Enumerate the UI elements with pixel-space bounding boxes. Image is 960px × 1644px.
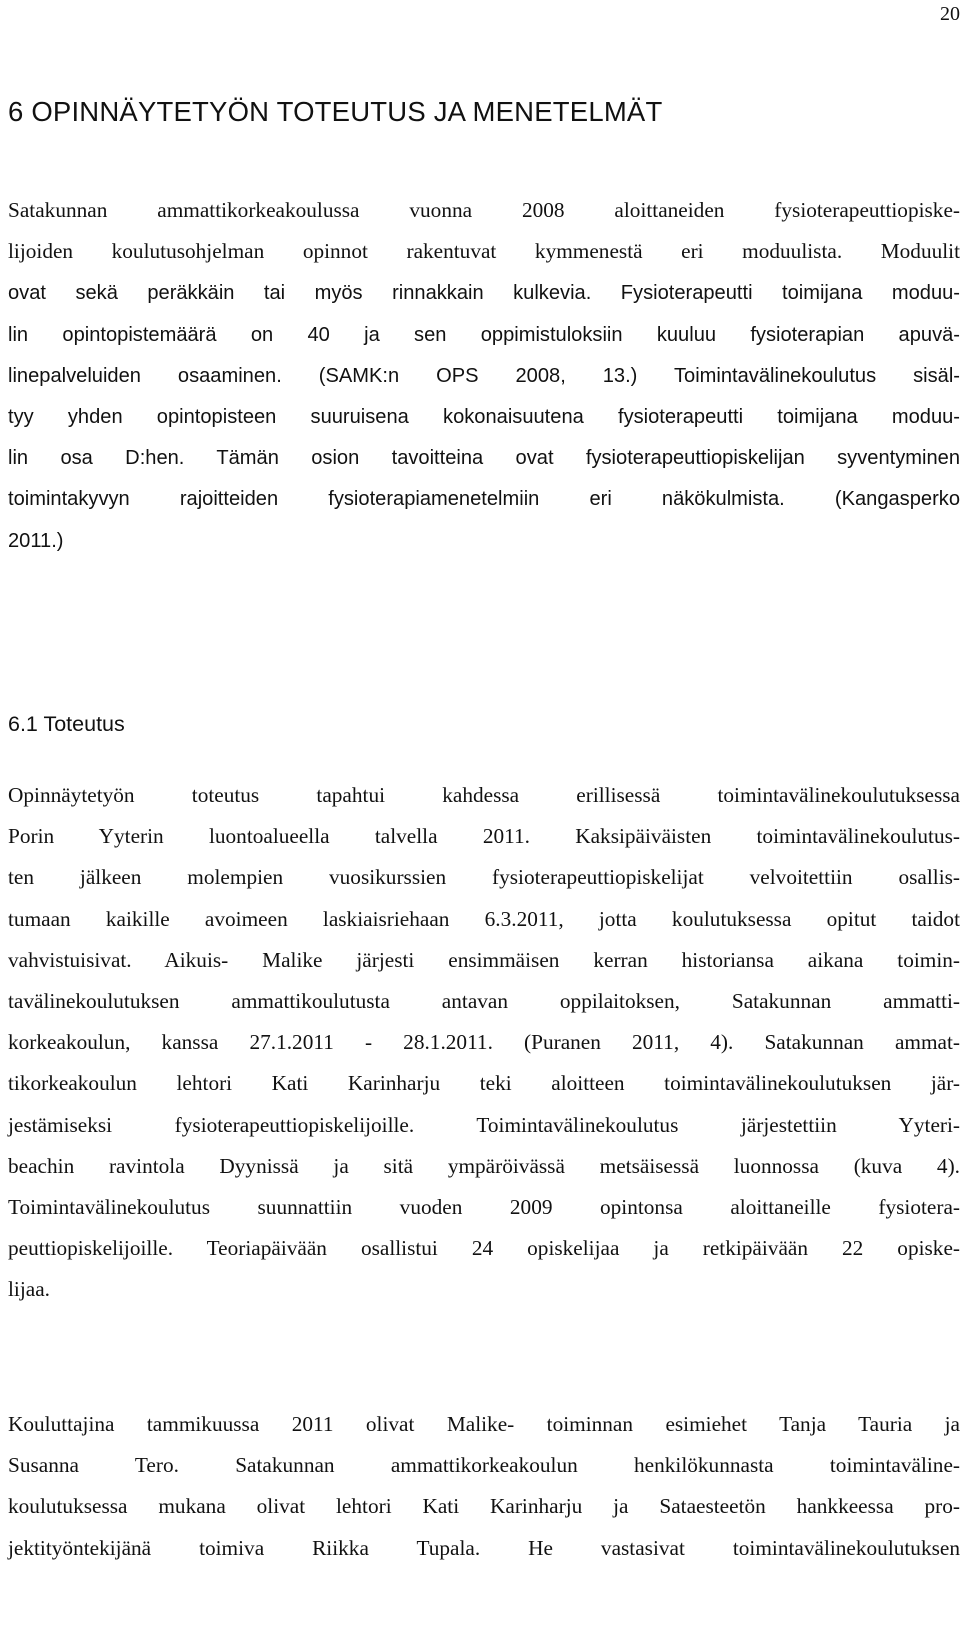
text-line — [8, 1486, 960, 1527]
section-heading: 6.1 Toteutus — [8, 712, 125, 736]
text-line — [8, 437, 960, 478]
text-segment: beachin ravintola Dyynissä ja sitä ympäröivässä metsäisessä luonnossa (kuva 4). — [8, 1153, 960, 1178]
text-line — [8, 272, 960, 313]
text-segment: peuttiopiskelijoille. Teoriapäivään osallistui 24 opiskelijaa ja retkipäivään 22 opiske- — [8, 1236, 960, 1261]
text-segment: lijaa. — [8, 1277, 50, 1302]
paragraph-trainers — [8, 1404, 960, 1569]
text-line — [8, 1445, 960, 1486]
text-line — [8, 1022, 960, 1063]
text-line — [8, 1146, 960, 1187]
text-line — [8, 1187, 960, 1228]
text-line — [8, 775, 960, 816]
text-segment: linepalveluiden osaaminen. (SAMK:n OPS 2008, 13.) Toimintavälinekoulutus sisäl- — [8, 364, 960, 387]
text-line — [8, 899, 960, 940]
text-segment: tumaan kaikille avoimeen laskiaisriehaan 6.3.2011, jotta koulutuksessa opitut taidot — [8, 906, 960, 931]
text-line — [8, 1269, 960, 1310]
text-line — [8, 190, 960, 231]
text-segment: Satakunnan ammattikorkeakoulussa vuonna 2008 aloittaneiden fysioterapeuttiopiske- — [8, 198, 960, 222]
text-line — [8, 940, 960, 981]
text-segment: koulutuksessa mukana olivat lehtori Kati Karinharju ja Sataesteetön hankkeessa pro- — [8, 1494, 960, 1519]
text-segment: ten jälkeen molempien vuosikurssien fysioterapeuttiopiskelijat velvoitettiin osallis- — [8, 865, 960, 890]
text-line — [8, 1063, 960, 1104]
chapter-heading: 6 OPINNÄYTETYÖN TOTEUTUS JA MENETELMÄT — [8, 96, 663, 127]
text-segment: tyy yhden opintopisteen suuruisena kokonaisuutena fysioterapeutti toimijana moduu- — [8, 405, 960, 428]
text-segment: Fysioterapeutti toimijana moduu- — [620, 282, 960, 305]
text-segment: Susanna Tero. Satakunnan ammattikorkeakoulun henkilökunnasta toimintaväline- — [8, 1453, 960, 1478]
page-number: 20 — [940, 3, 960, 25]
text-line — [8, 314, 960, 355]
text-line — [8, 520, 960, 561]
text-line — [8, 857, 960, 898]
text-line — [8, 478, 960, 519]
text-segment: lijoiden koulutusohjelman opinnot rakentuvat kymmenestä eri moduulista. Moduulit — [8, 239, 960, 264]
text-segment: Porin Yyterin luontoalueella talvella 2011. Kaksipäiväisten toimintavälinekoulutus- — [8, 824, 960, 849]
text-segment: ovat sekä peräkkäin tai myös rinnakkain kulkevia. — [8, 282, 621, 305]
text-segment: jektityöntekijänä toimiva Riikka Tupala. He vastasivat toimintavälinekoulutuksen — [8, 1535, 960, 1560]
text-segment: jestämiseksi fysioterapeuttiopiskelijoille. Toimintavälinekoulutus järjestettiin Yyteri- — [8, 1112, 960, 1137]
text-segment: toimintakyvyn rajoitteiden fysioterapiamenetelmiin eri näkökulmista. (Kangasperko — [8, 488, 960, 511]
text-segment: lin osa D:hen. Tämän osion tavoitteina ovat fysioterapeuttiopiskelijan syventyminen — [8, 447, 960, 470]
text-segment: korkeakoulun, kanssa 27.1.2011 - 28.1.2011. (Puranen 2011, 4). Satakunnan ammat- — [8, 1030, 960, 1055]
text-segment: Toimintavälinekoulutus suunnattiin vuoden 2009 opintonsa aloittaneille fysiotera- — [8, 1194, 960, 1219]
text-line — [8, 1404, 960, 1445]
text-segment: Kouluttajina tammikuussa 2011 olivat Malike- toiminnan esimiehet Tanja Tauria ja — [8, 1412, 960, 1436]
text-line — [8, 396, 960, 437]
text-segment: 2011.) — [8, 529, 64, 552]
text-line — [8, 231, 960, 272]
text-line — [8, 981, 960, 1022]
text-line — [8, 1528, 960, 1569]
text-line — [8, 816, 960, 857]
text-segment: tavälinekoulutuksen ammattikoulutusta antavan oppilaitoksen, Satakunnan ammatti- — [8, 988, 960, 1013]
text-segment: lin opintopistemäärä on 40 ja sen oppimistuloksiin kuuluu fysioterapian apuvä- — [8, 323, 960, 346]
text-line — [8, 1228, 960, 1269]
paragraph-implementation — [8, 775, 960, 1310]
text-segment: Opinnäytetyön toteutus tapahtui kahdessa erillisessä toimintavälinekoulutuksessa — [8, 783, 960, 807]
text-line — [8, 355, 960, 396]
text-segment: vahvistuisivat. Aikuis- Malike järjesti ensimmäisen kerran historiansa aikana toimin- — [8, 947, 960, 972]
text-line — [8, 1105, 960, 1146]
paragraph-intro — [8, 190, 960, 561]
text-segment: tikorkeakoulun lehtori Kati Karinharju teki aloitteen toimintavälinekoulutuksen jär- — [8, 1071, 960, 1096]
